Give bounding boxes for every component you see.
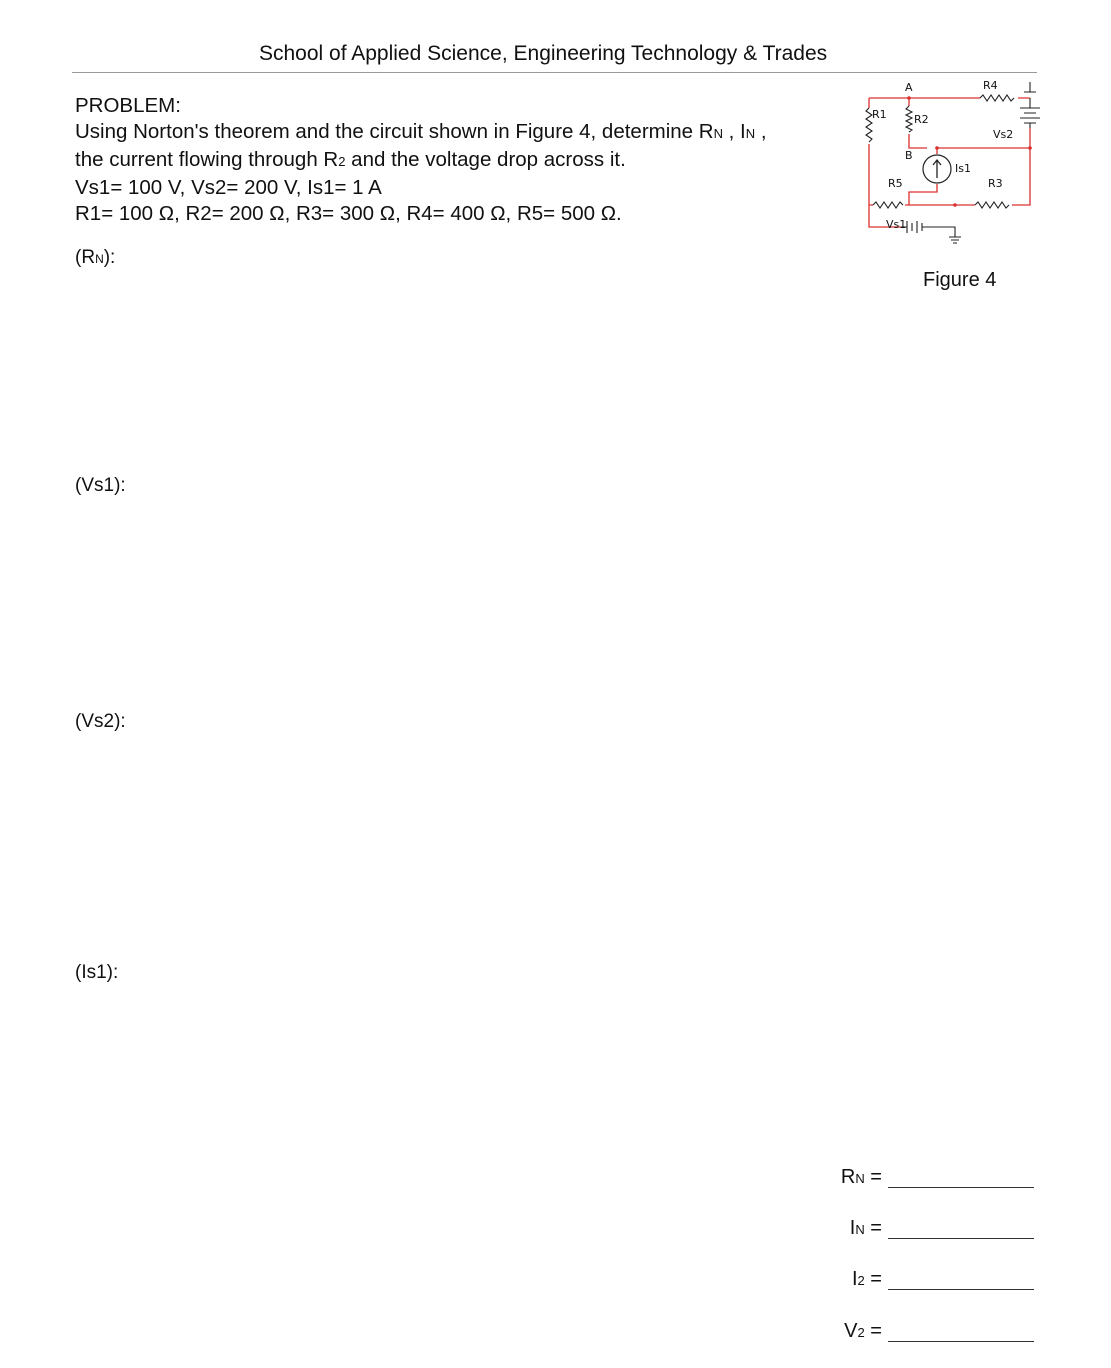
figure-caption: Figure 4 bbox=[923, 269, 997, 291]
problem-line-1 bbox=[75, 119, 835, 147]
section-vs1: (Vs1): bbox=[75, 475, 126, 496]
problem-text: , bbox=[755, 120, 767, 143]
problem-text: and the voltage drop across it. bbox=[345, 148, 626, 171]
vs2-label: Vs2 bbox=[993, 128, 1014, 141]
subscript: 2 bbox=[338, 154, 346, 169]
r5-symbol bbox=[873, 202, 903, 208]
equals-sign: = bbox=[864, 1166, 882, 1188]
r3-label: R3 bbox=[988, 177, 1003, 190]
node-dot bbox=[1028, 146, 1032, 150]
section-rn bbox=[75, 247, 115, 269]
answer-blank-line[interactable] bbox=[888, 1238, 1034, 1239]
answer-symbol: I bbox=[849, 1217, 856, 1239]
node-dot bbox=[953, 203, 957, 207]
answer-i2 bbox=[820, 1268, 1040, 1298]
ground-icon bbox=[1024, 82, 1036, 92]
is1-label: Is1 bbox=[955, 162, 971, 175]
answer-label bbox=[852, 1268, 882, 1291]
vs2-battery-icon bbox=[1020, 98, 1040, 128]
document-header: School of Applied Science, Engineering Technology & Trades bbox=[259, 42, 828, 65]
problem-text: , I bbox=[722, 120, 746, 143]
r2-symbol bbox=[906, 106, 912, 132]
subscript: N bbox=[745, 126, 756, 141]
section-vs2: (Vs2): bbox=[75, 711, 126, 732]
problem-text: Using Norton's theorem and the circuit shown in Figure 4, determine R bbox=[75, 120, 714, 143]
section-text: ): bbox=[103, 247, 116, 268]
problem-statement bbox=[75, 93, 835, 227]
section-is1: (Is1): bbox=[75, 962, 119, 983]
subscript: 2 bbox=[857, 1325, 865, 1340]
answer-blank-line[interactable] bbox=[888, 1187, 1034, 1188]
answer-in bbox=[820, 1217, 1040, 1247]
problem-heading: PROBLEM: bbox=[75, 94, 181, 117]
vs1-label: Vs1 bbox=[886, 218, 907, 231]
problem-sources: Vs1= 100 V, Vs2= 200 V, Is1= 1 A bbox=[75, 176, 382, 199]
r4-symbol bbox=[980, 95, 1014, 101]
node-a-label: A bbox=[905, 81, 913, 94]
subscript: 2 bbox=[857, 1273, 865, 1288]
answer-symbol: R bbox=[840, 1166, 856, 1188]
section-text: (R bbox=[75, 247, 96, 268]
subscript: N bbox=[95, 252, 104, 266]
answer-rn bbox=[820, 1166, 1040, 1196]
answer-symbol: I bbox=[851, 1268, 858, 1290]
r5-label: R5 bbox=[888, 177, 903, 190]
problem-text: the current flowing through R bbox=[75, 148, 339, 171]
subscript: N bbox=[713, 126, 723, 141]
node-b-label: B bbox=[905, 149, 913, 162]
r2-label: R2 bbox=[914, 113, 929, 126]
r1-label: R1 bbox=[872, 108, 887, 121]
node-dot bbox=[935, 146, 939, 150]
problem-line-2 bbox=[75, 147, 835, 175]
answer-label bbox=[850, 1217, 882, 1240]
wire-mid-right bbox=[937, 128, 1030, 148]
r3-symbol bbox=[975, 202, 1009, 208]
answer-label bbox=[844, 1320, 882, 1343]
answer-blank-line[interactable] bbox=[888, 1289, 1034, 1290]
equals-sign: = bbox=[864, 1320, 882, 1342]
equals-sign: = bbox=[864, 1268, 882, 1290]
vs1-battery-icon bbox=[901, 221, 961, 243]
equals-sign: = bbox=[864, 1217, 882, 1239]
subscript: N bbox=[855, 1171, 865, 1186]
answer-label bbox=[841, 1166, 882, 1189]
problem-resistors: R1= 100 Ω, R2= 200 Ω, R3= 300 Ω, R4= 400 Ω, R5= 500 Ω. bbox=[75, 202, 622, 225]
subscript: N bbox=[855, 1222, 865, 1237]
answer-blank-line[interactable] bbox=[888, 1341, 1034, 1342]
answer-symbol: V bbox=[844, 1320, 858, 1342]
circuit-diagram bbox=[855, 72, 1055, 272]
node-dot bbox=[907, 96, 911, 100]
r4-label: R4 bbox=[983, 79, 998, 92]
answer-v2 bbox=[820, 1320, 1040, 1350]
